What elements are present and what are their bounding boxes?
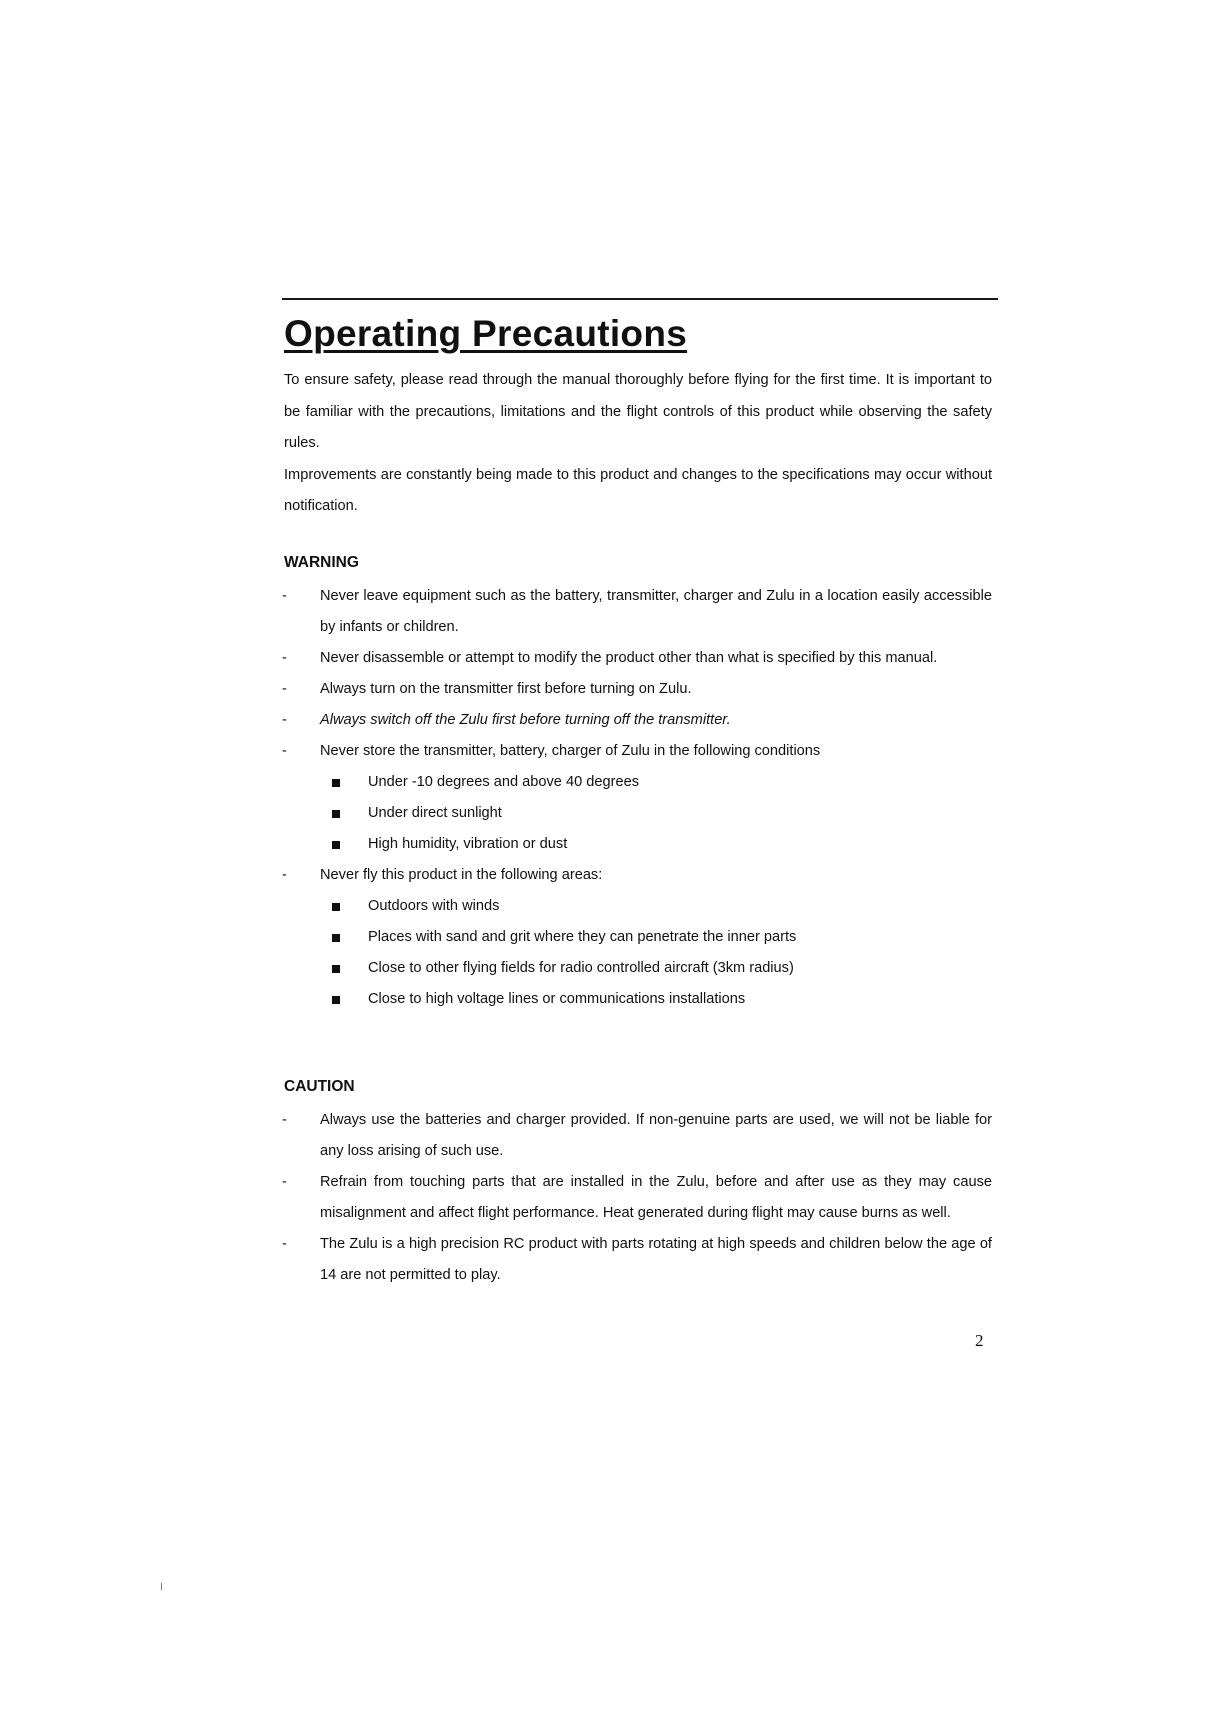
square-bullet-icon [332,903,340,911]
warning-item [284,581,992,643]
square-bullet-icon [332,841,340,849]
title-rule [282,298,998,300]
fly-areas-list [320,891,992,1015]
dash-bullet: - [282,743,287,759]
caution-item-text: Always use the batteries and charger provided. If non-genuine parts are used, we will not be liable for any loss arising of such use. [320,1112,992,1159]
fly-area-text: Close to high voltage lines or communications installations [368,991,746,1007]
warning-item [284,736,992,860]
intro-paragraph: Improvements are constantly being made to this product and changes to the specifications may occur without notification. [284,466,992,514]
fly-area-text: Places with sand and grit where they can penetrate the inner parts [368,929,797,945]
warning-item-text: Never disassemble or attempt to modify the product other than what is specified by this manual. [320,650,938,666]
storage-condition-text: High humidity, vibration or dust [368,836,568,852]
warning-item-text: Never store the transmitter, battery, charger of Zulu in the following conditions [320,743,821,759]
warning-item-text: Never fly this product in the following areas: [320,867,603,883]
dash-bullet: - [282,1112,287,1128]
dash-bullet: - [282,650,287,666]
square-bullet-icon [332,965,340,973]
storage-condition-item [320,829,992,860]
page-title: Operating Precautions [284,313,688,354]
dash-bullet: - [282,1174,287,1190]
fly-area-item [320,953,992,984]
warning-list [284,581,992,1015]
dash-bullet: - [282,588,287,604]
warning-item [284,643,992,674]
fly-area-item [320,922,992,953]
fly-area-item [320,891,992,922]
page-number: 2 [975,1331,984,1350]
caution-item [284,1229,992,1291]
warning-item [284,860,992,1015]
square-bullet-icon [332,934,340,942]
scan-speck [161,1583,162,1590]
storage-condition-item [320,767,992,798]
square-bullet-icon [332,779,340,787]
square-bullet-icon [332,810,340,818]
dash-bullet: - [282,867,287,883]
caution-list [284,1105,992,1291]
storage-conditions-list [320,767,992,860]
caution-item-text: The Zulu is a high precision RC product with parts rotating at high speeds and children below the age of 14 are not permitted to play. [320,1236,992,1283]
fly-area-item [320,984,992,1015]
caution-item-text: Refrain from touching parts that are installed in the Zulu, before and after use as they may cause misalignment and affect flight performance. Heat generated during flight may cause burns as well. [320,1174,992,1221]
caution-item [284,1105,992,1167]
warning-item-text: Always turn on the transmitter first before turning on Zulu. [320,681,692,697]
warning-heading: WARNING [284,554,359,571]
fly-area-text: Close to other flying fields for radio controlled aircraft (3km radius) [368,960,794,976]
storage-condition-text: Under -10 degrees and above 40 degrees [368,774,639,790]
warning-item-text: Always switch off the Zulu first before turning off the transmitter. [320,712,731,728]
dash-bullet: - [282,1236,287,1252]
fly-area-text: Outdoors with winds [368,898,500,914]
intro-section [284,365,992,523]
warning-item [284,674,992,705]
caution-heading: CAUTION [284,1078,355,1095]
dash-bullet: - [282,712,287,728]
caution-item [284,1167,992,1229]
warning-item-text: Never leave equipment such as the battery, transmitter, charger and Zulu in a location easily accessible by infants or children. [320,588,992,635]
square-bullet-icon [332,996,340,1004]
warning-item [284,705,992,736]
storage-condition-item [320,798,992,829]
storage-condition-text: Under direct sunlight [368,805,502,821]
intro-paragraph: To ensure safety, please read through the manual thoroughly before flying for the first time. It is important to be familiar with the precautions, limitations and the flight controls of this product while observing the safety rules. [284,372,992,451]
dash-bullet: - [282,681,287,697]
